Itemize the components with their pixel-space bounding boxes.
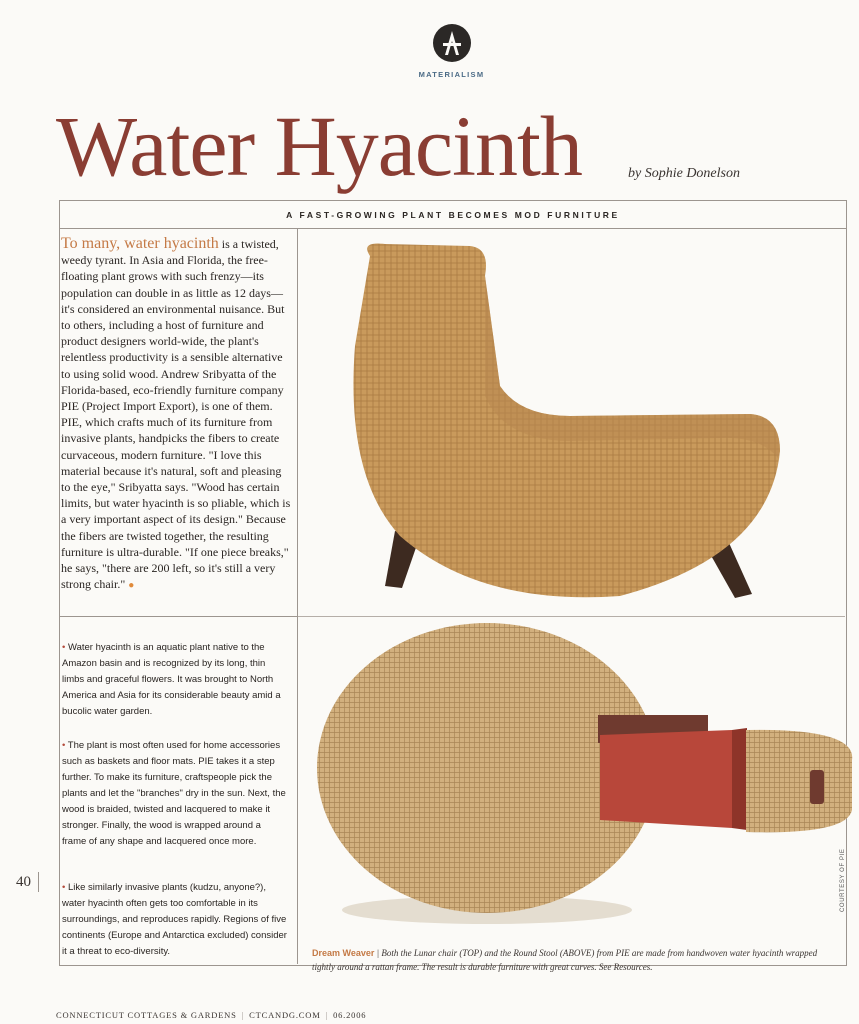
divider: [297, 228, 298, 964]
round-stool-photo: [312, 620, 857, 935]
byline: by Sophie Donelson: [628, 166, 740, 181]
article-subhead: A FAST-GROWING PLANT BECOMES MOD FURNITURE: [286, 210, 620, 220]
photo-credit: COURTESY OF PIE: [840, 848, 846, 912]
footer-date: 06.2006: [333, 1010, 367, 1020]
lunar-chair-photo: [340, 236, 790, 611]
sidebar-bullet: • Water hyacinth is an aquatic plant native to the Amazon basin and is recognized by its long, thin limbs and graceful flowers. It was brought to North America and Asia for its considerable beauty amid a bucolic water garden.: [62, 642, 281, 717]
sidebar-bullet: • The plant is most often used for home accessories such as baskets and floor mats. PIE takes it a step further. To make its furniture, craftspeople pick the plants and let the "branches" dry in the sun. Next, the wood is braided, twisted and lacquered to make it stronger. Finally, the wood is wrapped around a frame of any shape and lacquered once more.: [62, 740, 286, 847]
materialism-logo-icon: [433, 24, 471, 62]
bullet-text: Water hyacinth is an aquatic plant native to the Amazon basin and is recognized by its long, thin limbs and graceful flowers. It was brought to North America and Asia for its considerable beauty amid a bucolic water garden.: [62, 642, 281, 717]
divider: [38, 872, 39, 892]
divider: [60, 616, 297, 617]
bullet-text: Like similarly invasive plants (kudzu, anyone?), water hyacinth often gets too comfortable in its surroundings, and reproduces rapidly. Regions of five continents (Europe and Antarctica excluded) consider it a threat to eco-diversity.: [62, 882, 287, 957]
page-number: 40: [16, 874, 31, 890]
footer-website: CTCANDG.COM: [249, 1010, 321, 1020]
footer-publication: CONNECTICUT COTTAGES & GARDENS: [56, 1010, 237, 1020]
article-title: Water Hyacinth: [56, 98, 582, 194]
end-mark-icon: ●: [128, 580, 135, 592]
article-body: [61, 236, 293, 594]
caption-label: Dream Weaver: [312, 948, 375, 958]
caption-text: | Both the Lunar chair (TOP) and the Round Stool (ABOVE) from PIE are made from handwoven water hyacinth wrapped tightly around a rattan frame. The result is durable furniture with great curves. See Resources.: [312, 948, 818, 972]
article-body-text: is a twisted, weedy tyrant. In Asia and Florida, the free-floating plant grows with such frenzy—its population can double in as little as 12 days—it's considered an environmental nuisance. But to others, including a host of furniture and product designers world-wide, the plant's relentless productivity is a sensible alternative to using solid wood. Andrew Sribyatta of the Florida-based, eco-friendly furniture company PIE (Project Import Export), is one of them. PIE, which crafts much of its furniture from invasive plants, handpicks the fibers to create curvaceous, modern furniture. "I love this material because it's natural, soft and pleasing to the eye," Sribyatta says. "Wood has certain limits, but water hyacinth is so pliable, which is a very important aspect of its design." Because the fibers are twisted together, the resulting furniture is ultra-durable. "If one piece breaks," he says, "there are 200 left, so it's still a very strong chair.": [61, 237, 291, 592]
article-lead: To many, water hyacinth: [61, 235, 219, 252]
divider: [298, 616, 845, 617]
sidebar-bullet: • Like similarly invasive plants (kudzu, anyone?), water hyacinth often gets too comfortable in its surroundings, and reproduces rapidly. Regions of five continents (Europe and Antarctica excluded) consider it a threat to eco-diversity.: [62, 882, 287, 957]
section-label: MATERIALISM: [418, 70, 485, 79]
page-footer: CONNECTICUT COTTAGES & GARDENS | CTCANDG.COM | 06.2006: [56, 1010, 367, 1020]
divider: [60, 228, 846, 229]
photo-caption: [312, 946, 834, 974]
bullet-text: The plant is most often used for home accessories such as baskets and floor mats. PIE takes it a step further. To make its furniture, craftspeople pick the plants and let the "branches" dry in the sun. Next, the wood is braided, twisted and lacquered to make it stronger. Finally, the wood is wrapped around a frame of any shape and lacquered once more.: [62, 740, 286, 847]
